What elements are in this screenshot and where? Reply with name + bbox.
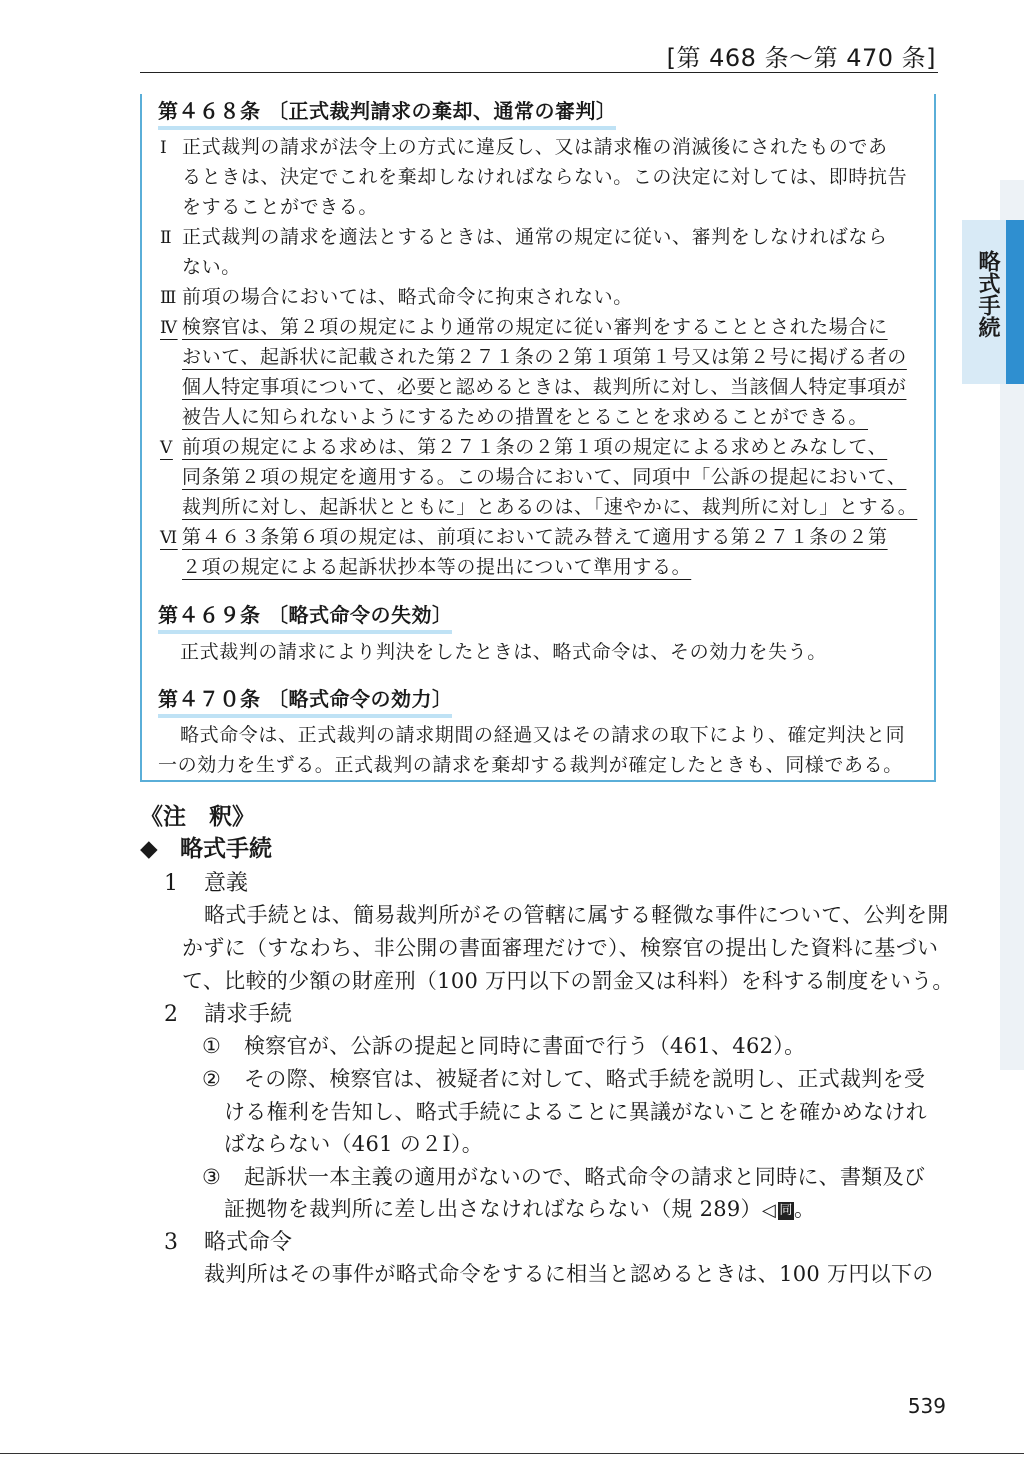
page-bottom-edge	[0, 1453, 1024, 1454]
para-line: 前項の規定による求めは、第２７１条の２第１項の規定による求めとみなして、	[182, 436, 888, 458]
para-number: Ⅰ	[160, 138, 168, 158]
item-line: 証拠物を裁判所に差し出さなければならない（規 289）	[224, 1197, 762, 1221]
item-marker: ③	[202, 1165, 222, 1189]
page-number: 539	[907, 1394, 946, 1418]
topic-heading	[140, 830, 272, 863]
para-line: 被告人に知られないようにするための措置をとることを求めることができる。	[182, 406, 869, 428]
section-2-item-2	[202, 1063, 925, 1093]
para-number: Ⅴ	[160, 438, 173, 458]
para-line: 個人特定事項について、必要と認めるときは、裁判所に対し、当該個人特定事項が	[182, 376, 907, 398]
side-tab-label: 略式手続	[975, 250, 1000, 338]
para-line: 正式裁判の請求が法令上の方式に違反し、又は請求権の消滅後にされたものであ	[182, 136, 888, 158]
para-number: Ⅵ	[160, 528, 178, 548]
para-number: Ⅳ	[160, 318, 178, 338]
para-line: ない。	[182, 256, 241, 278]
running-head: [第 468 条～第 470 条]	[666, 44, 936, 72]
topic-title: 略式手続	[180, 835, 272, 862]
ref-arrow-icon: ◁	[761, 1200, 777, 1221]
article-468-para-5	[160, 432, 922, 522]
para-line: るときは、決定でこれを棄却しなければならない。この決定に対しては、即時抗告	[182, 166, 908, 188]
article-469-body: 正式裁判の請求により判決をしたときは、略式命令は、その効力を失う。	[180, 641, 827, 663]
para-line: をすることができる。	[182, 196, 379, 218]
para-number: Ⅲ	[160, 288, 177, 308]
para-line: 正式裁判の請求を適法とするときは、通常の規定に従い、審判をしなければなら	[182, 226, 888, 248]
section-2-item-1	[202, 1030, 805, 1060]
section-number: 2	[164, 1002, 178, 1027]
article-468-title: 第４６８条 〔正式裁判請求の棄却、通常の審判〕	[158, 96, 616, 130]
section-1-line: 略式手続とは、簡易裁判所がその管轄に属する軽微な事件について、公判を開	[204, 903, 949, 927]
section-number: 1	[164, 871, 178, 896]
section-title: 意義	[204, 871, 249, 896]
para-line: 第４６３条第６項の規定は、前項において読み替えて適用する第２７１条の２第	[182, 526, 888, 548]
section-1-line: て、比較的少額の財産刑（100 万円以下の罰金又は科料）を科する制度をいう。	[182, 969, 954, 993]
article-468-para-2	[160, 222, 922, 282]
side-tab[interactable]	[962, 220, 1024, 384]
item-marker: ②	[202, 1067, 222, 1091]
article-468-para-3	[160, 282, 922, 312]
same-reference-badge: 同	[779, 1203, 793, 1218]
article-470-title: 第４７０条 〔略式命令の効力〕	[158, 684, 452, 718]
item-line: 検察官が、公訴の提起と同時に書面で行う（461、462）。	[244, 1034, 806, 1058]
statute-box	[140, 94, 936, 782]
header-rule	[140, 72, 938, 73]
section-title: 略式命令	[204, 1230, 293, 1255]
section-2-item-3	[202, 1161, 925, 1191]
para-line: 検察官は、第２項の規定により通常の規定に従い審判をすることとされた場合に	[182, 316, 888, 338]
item-line: その際、検察官は、被疑者に対して、略式手続を説明し、正式裁判を受	[244, 1067, 926, 1091]
item-marker: ①	[202, 1034, 222, 1058]
para-line: ２項の規定による起訴状抄本等の提出について準用する。	[182, 556, 692, 578]
para-line: 裁判所に対し、起訴状とともに」とあるのは、「速やかに、裁判所に対し」とする。	[182, 496, 918, 518]
article-468-para-1	[160, 132, 922, 222]
item-tail: 。	[794, 1197, 816, 1221]
section-2-item-2-line: ける権利を告知し、略式手続によることに異議がないことを確かめなけれ	[224, 1100, 927, 1124]
section-title: 請求手続	[204, 1002, 293, 1027]
article-470-line: 一の効力を生ずる。正式裁判の請求を棄却する裁判が確定したときも、同様である。	[158, 754, 903, 776]
section-1-line: かずに（すなわち、非公開の書面審理だけで）、検察官の提出した資料に基づい	[182, 936, 939, 960]
section-3-heading	[164, 1225, 292, 1256]
section-2-item-3-line	[224, 1193, 815, 1223]
section-3-line: 裁判所はその事件が略式命令をするに相当と認めるときは、100 万円以下の	[204, 1262, 934, 1286]
section-2-heading	[164, 997, 292, 1028]
item-line: 起訴状一本主義の適用がないので、略式命令の請求と同時に、書類及び	[244, 1165, 926, 1189]
para-line: 同条第２項の規定を適用する。この場合において、同項中「公訴の提起において、	[182, 466, 907, 488]
article-468-para-6	[160, 522, 922, 582]
article-469-title: 第４６９条 〔略式命令の失効〕	[158, 600, 452, 634]
section-number: 3	[164, 1230, 178, 1255]
para-line: 前項の場合においては、略式命令に拘束されない。	[182, 286, 633, 308]
section-2-item-2-line: ばならない（461 の２Ⅰ）。	[224, 1132, 484, 1156]
section-1-heading	[164, 866, 248, 897]
para-number: Ⅱ	[160, 228, 173, 248]
diamond-bullet-icon: ◆	[140, 835, 158, 862]
notes-heading: 《注 釈》	[140, 803, 255, 830]
article-470-line: 略式命令は、正式裁判の請求期間の経過又はその請求の取下により、確定判決と同	[180, 724, 906, 746]
article-468-para-4	[160, 312, 922, 432]
para-line: おいて、起訴状に記載された第２７１条の２第１項第１号又は第２号に掲げる者の	[182, 346, 907, 368]
